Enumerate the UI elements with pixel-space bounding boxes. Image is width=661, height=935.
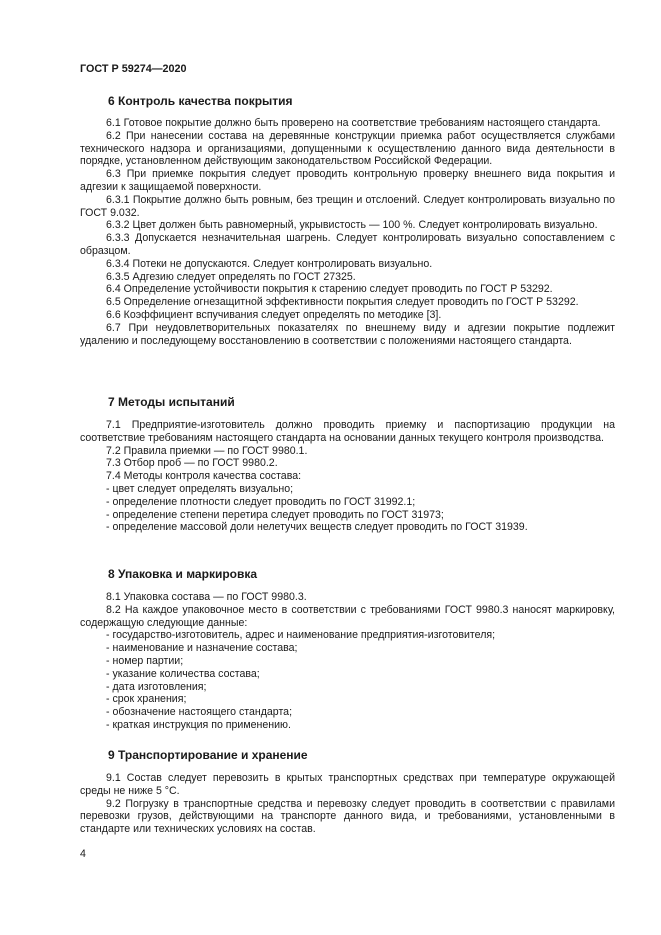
page-number: 4 bbox=[80, 848, 86, 860]
paragraph: 8.1 Упаковка состава — по ГОСТ 9980.3. bbox=[106, 591, 307, 603]
list-item: - цвет следует определять визуально; bbox=[106, 482, 294, 495]
paragraph: 6.5 Определение огнезащитной эффективности покрытия следует проводить по ГОСТ Р 53292. bbox=[106, 296, 579, 309]
paragraph: 6.3.1 Покрытие должно быть ровным, без трещин и отслоений. Следует контролировать визуально по ГОСТ 9.032. bbox=[80, 193, 615, 219]
list-item: - определение плотности следует проводить по ГОСТ 31992.1; bbox=[106, 495, 416, 508]
list-item: - определение массовой доли нелетучих веществ следует проводить по ГОСТ 31939. bbox=[106, 521, 528, 534]
list-item: - краткая инструкция по применению. bbox=[106, 718, 291, 731]
paragraph: 6.2 При нанесении состава на деревянные конструкции приемка работ осуществляется службами технического надзора и организациями, допущенными к осуществлению данного вида деятельности в порядке, установленном действующим законодательством Российской Федерации. bbox=[80, 129, 615, 168]
section-7-body bbox=[80, 419, 615, 534]
paragraph: 7.4 Методы контроля качества состава: bbox=[106, 470, 302, 483]
list-item: - срок хранения; bbox=[106, 693, 187, 706]
paragraph: 7.2 Правила приемки — по ГОСТ 9980.1. bbox=[106, 444, 308, 457]
section-6-body bbox=[80, 117, 615, 347]
section-8-heading: 8 Упаковка и маркировка bbox=[108, 567, 258, 581]
paragraph: 8.2 На каждое упаковочное место в соответствии с требованиями ГОСТ 9980.3 наносят маркировку, содержащую следующие данные: bbox=[80, 603, 615, 629]
paragraph: 9.2 Погрузку в транспортные средства и перевозку следует проводить в соответствии с правилами перевозки грузов, действующими на транспорте данного вида, и требованиями, установленными в стандарте или технических условиях на состав. bbox=[80, 797, 615, 836]
paragraph: 6.3.4 Потеки не допускаются. Следует контролировать визуально. bbox=[106, 257, 433, 270]
section-8-body bbox=[80, 591, 615, 732]
paragraph: 6.3.5 Адгезию следует определять по ГОСТ 27325. bbox=[106, 270, 356, 283]
section-9-heading: 9 Транспортирование и хранение bbox=[108, 748, 308, 762]
paragraph: 6.1 Готовое покрытие должно быть проверено на соответствие требованиям настоящего стандарта. bbox=[106, 117, 601, 129]
paragraph: 7.1 Предприятие-изготовитель должно проводить приемку и паспортизацию продукции на соответствие требованиям настоящего стандарта на основании данных текущего контроля производства. bbox=[80, 419, 615, 444]
list-item: - определение степени перетира следует проводить по ГОСТ 31973; bbox=[106, 508, 444, 521]
list-item: - дата изготовления; bbox=[106, 680, 207, 693]
paragraph: 6.3.2 Цвет должен быть равномерный, укрывистость — 100 %. Следует контролировать визуально. bbox=[106, 219, 598, 232]
paragraph: 9.1 Состав следует перевозить в крытых транспортных средствах при температуре окружающей среды не ниже 5 °С. bbox=[80, 772, 615, 797]
section-6-heading: 6 Контроль качества покрытия bbox=[108, 94, 293, 108]
list-item: - обозначение настоящего стандарта; bbox=[106, 706, 293, 719]
list-item: - номер партии; bbox=[106, 654, 184, 667]
section-7-heading: 7 Методы испытаний bbox=[108, 395, 235, 409]
list-item: - указание количества состава; bbox=[106, 667, 260, 680]
document-code: ГОСТ Р 59274—2020 bbox=[80, 63, 187, 75]
list-item: - государство-изготовитель, адрес и наименование предприятия-изготовителя; bbox=[106, 629, 496, 642]
paragraph: 6.4 Определение устойчивости покрытия к старению следует проводить по ГОСТ Р 53292. bbox=[106, 283, 553, 296]
paragraph: 6.6 Коэффициент вспучивания следует определять по методике [3]. bbox=[106, 308, 442, 321]
section-9-body bbox=[80, 772, 615, 836]
paragraph: 6.7 При неудовлетворительных показателях по внешнему виду и адгезии покрытие подлежит удалению и последующему восстановлению в соответствии с положениями настоящего стандарта. bbox=[80, 321, 615, 347]
list-item: - наименование и назначение состава; bbox=[106, 642, 298, 655]
paragraph: 6.3 При приемке покрытия следует проводить контрольную проверку внешнего вида покрытия и адгезии к защищаемой поверхности. bbox=[80, 168, 615, 193]
paragraph: 6.3.3 Допускается незначительная шагрень. Следует контролировать визуально сопоставлением с образцом. bbox=[80, 232, 615, 257]
paragraph: 7.3 Отбор проб — по ГОСТ 9980.2. bbox=[106, 457, 278, 470]
